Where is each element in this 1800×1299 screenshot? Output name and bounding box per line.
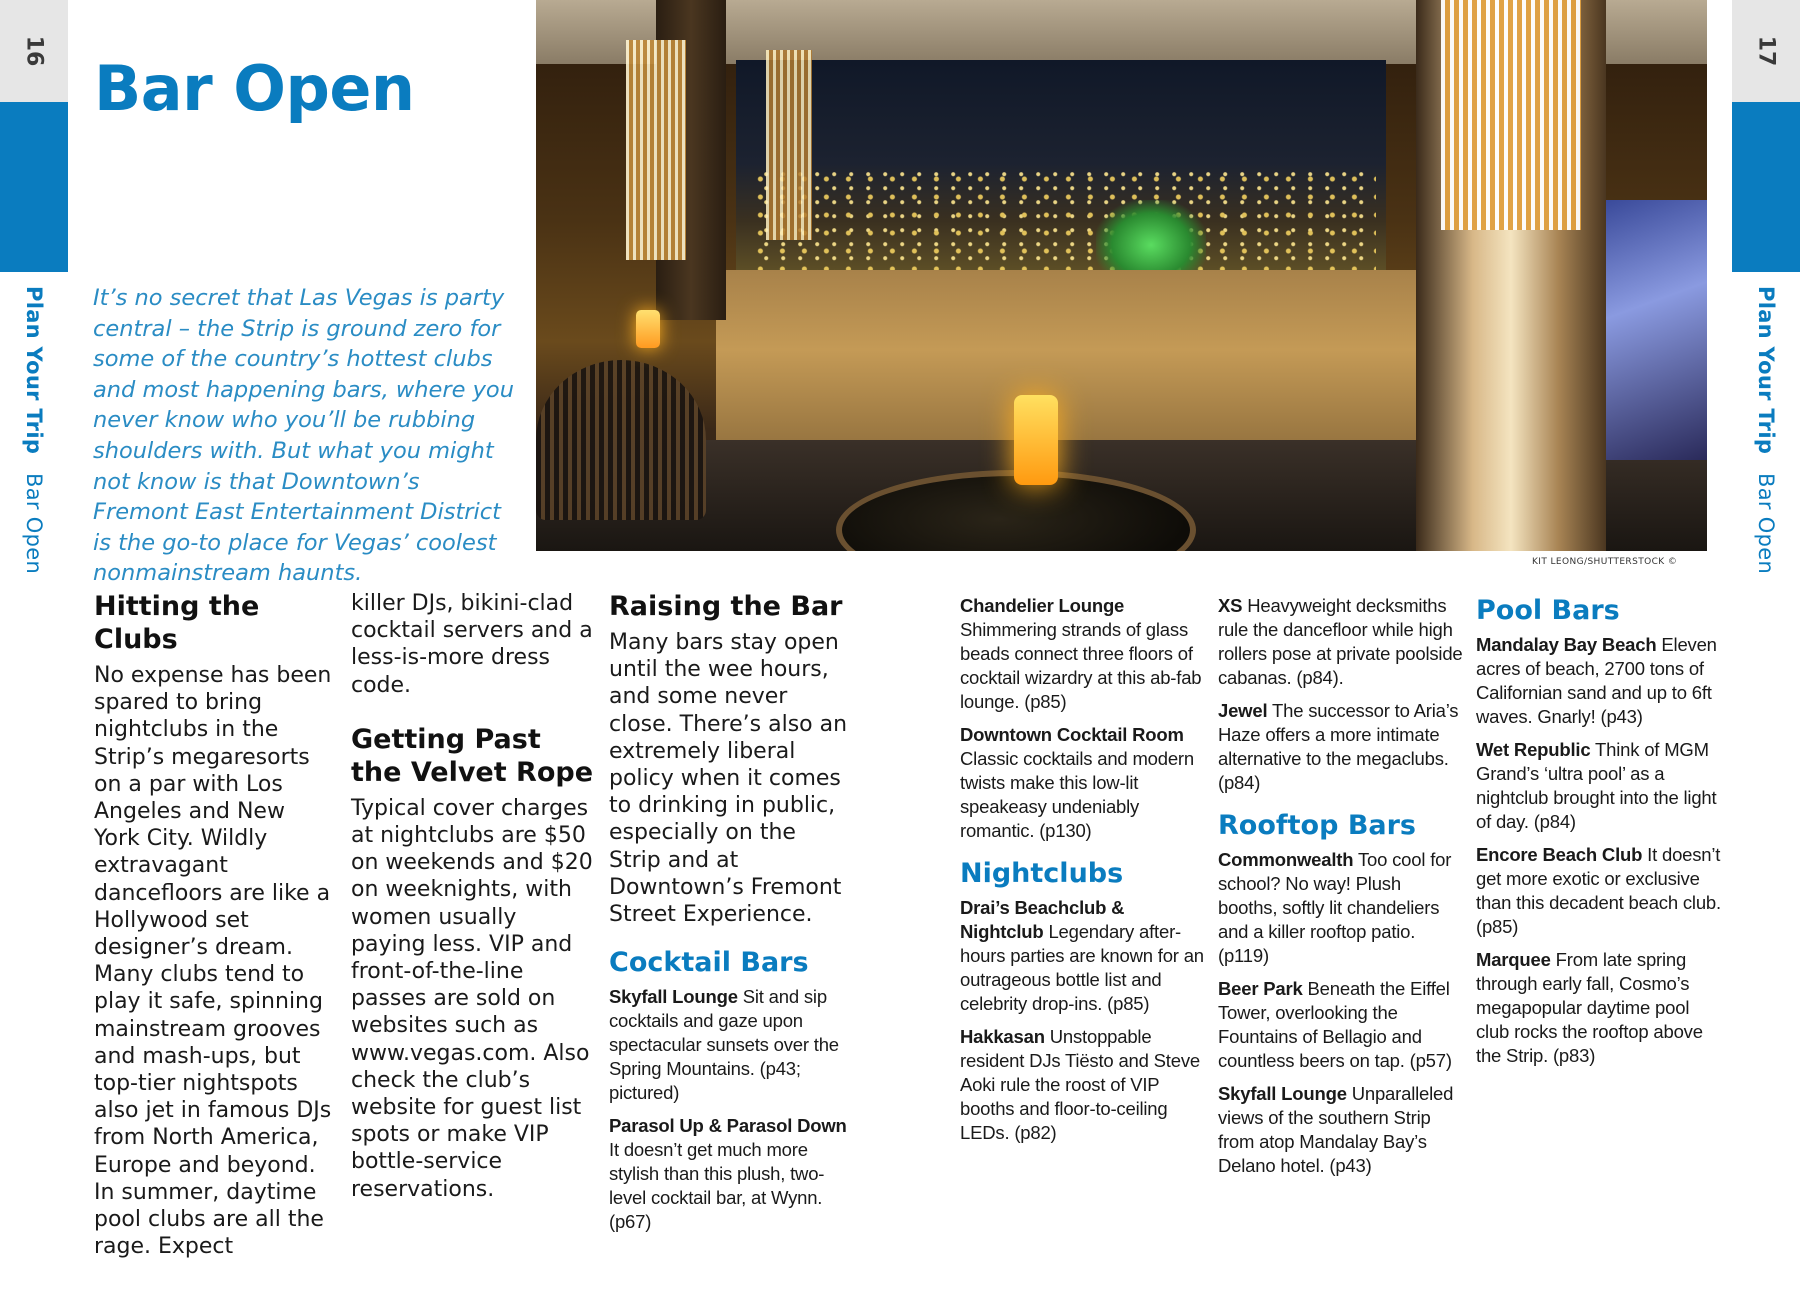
text-hitting-the-clubs-continued: killer DJs, bikini-clad cocktail servers and a less-is-more dress code.: [351, 591, 593, 698]
column-3: [609, 590, 854, 1243]
left-color-block: [0, 102, 68, 272]
entry-name: Skyfall Lounge: [1218, 1083, 1347, 1104]
photo-heater-flame: [1441, 0, 1581, 230]
entry-name: Encore Beach Club: [1476, 844, 1643, 865]
entry-text: From late spring through early fall, Cosmo’s megapopular daytime pool club rocks the rooftop above the Strip. (p83): [1476, 949, 1703, 1066]
text-raising-the-bar: Many bars stay open until the wee hours, and some never close. There’s also an extremely liberal policy when it comes to drinking in public, especially on the Strip and at Downtown’s Fremont Street Experience.: [609, 630, 848, 928]
list-item: [1218, 594, 1463, 690]
left-side-tab: [0, 0, 68, 575]
column-1: [94, 590, 336, 1260]
entry-name: Mandalay Bay Beach: [1476, 634, 1657, 655]
entry-name: Chandelier Lounge: [960, 595, 1125, 616]
list-item: [960, 723, 1205, 843]
page-title: Bar Open: [94, 52, 415, 125]
entry-name: Downtown Cocktail Room: [960, 724, 1184, 745]
entry-name: XS: [1218, 595, 1243, 616]
list-item: [1476, 633, 1721, 729]
entry-text: Unstoppable resident DJs Tiësto and Steve Aoki rule the roost of VIP booths and floor-to-ceiling LEDs. (p82): [960, 1026, 1200, 1143]
list-item: [609, 985, 854, 1105]
entry-text: Sit and sip cocktails and gaze upon spectacular sunsets over the Spring Mountains. (p43; pictured): [609, 986, 839, 1104]
entry-text: Legendary after-hours parties are known for an outrageous bottle list and celebrity drop-ins. (p85): [960, 921, 1204, 1014]
photo-stool: [536, 360, 706, 520]
column-6: [1476, 594, 1721, 1077]
list-item: [1476, 843, 1721, 939]
heading-pool-bars: Pool Bars: [1476, 595, 1620, 626]
entry-text: Shimmering strands of glass beads connect three floors of cocktail wizardry at this ab-fab lounge. (p85): [960, 619, 1202, 712]
entry-text: Heavyweight decksmiths rule the dancefloor while high rollers pose at private poolside cabanas. (p84).: [1218, 595, 1463, 688]
heading-cocktail-bars: Cocktail Bars: [609, 947, 809, 979]
left-page-number-box: [0, 0, 68, 102]
heading-hitting-the-clubs: Hitting the Clubs: [94, 591, 260, 655]
right-side-tab: [1732, 0, 1800, 575]
entry-text: Unparalleled views of the southern Strip from atop Mandalay Bay’s Delano hotel. (p43): [1218, 1083, 1454, 1176]
right-section-label: [1754, 286, 1778, 574]
list-item: [960, 1025, 1205, 1145]
photo-credit: KIT LEONG/SHUTTERSTOCK ©: [1532, 557, 1678, 567]
list-item: [960, 594, 1205, 714]
entry-name: Marquee: [1476, 949, 1551, 970]
photo-patio-heater-mid: [766, 50, 812, 240]
heading-nightclubs: Nightclubs: [960, 858, 1124, 889]
entry-text: Beneath the Eiffel Tower, overlooking the Fountains of Bellagio and countless beers on tap. (p57): [1218, 978, 1452, 1071]
photo-patio-heater-left: [626, 40, 686, 260]
right-section-label-strong: Plan Your Trip: [1754, 286, 1778, 455]
text-velvet-rope: Typical cover charges at nightclubs are $50 on weekends and $20 on weeknights, with women usually paying less. VIP and front-of-the-line passes are sold on websites such as www.vegas.com. Also check the club’s website for guest list spots or make VIP bottle-service reservations.: [351, 795, 593, 1202]
list-item: [1476, 948, 1721, 1068]
text-hitting-the-clubs: No expense has been spared to bring nightclubs in the Strip’s megaresorts on a par with Los Angeles and New York City. Wildly extravagant dancefloors are like a Hollywood set designer’s dream. Many clubs tend to play it safe, spinning mainstream grooves and mash-ups, but top-tier nightspots also jet in famous DJs from North America, Europe and beyond. In summer, daytime pool clubs are all the rage. Expect: [94, 663, 332, 1260]
entry-name: Skyfall Lounge: [609, 986, 738, 1008]
left-page-number: 16: [21, 35, 47, 67]
left-section-label: [22, 286, 46, 574]
entry-name: Commonwealth: [1218, 849, 1354, 870]
right-color-block: [1732, 102, 1800, 272]
right-section-label-light: Bar Open: [1754, 473, 1778, 575]
list-item: [1476, 738, 1721, 834]
entry-text: It doesn’t get more exotic or exclusive than this decadent beach club. (p85): [1476, 844, 1721, 937]
entry-name: Hakkasan: [960, 1026, 1045, 1047]
right-page-number-box: [1732, 0, 1800, 102]
left-section-label-light: Bar Open: [22, 473, 46, 575]
photo-candle-small: [636, 310, 660, 348]
entry-text: Classic cocktails and modern twists make this low-lit speakeasy undeniably romantic. (p130): [960, 748, 1194, 841]
list-item: [960, 896, 1205, 1016]
list-item: [1218, 699, 1463, 795]
column-5: [1218, 594, 1463, 1187]
entry-text: Too cool for school? No way! Plush booths, softly lit chandeliers and a killer rooftop patio. (p119): [1218, 849, 1452, 966]
entry-name: Parasol Up & Parasol Down: [609, 1115, 847, 1137]
heading-velvet-rope: Getting Past the Velvet Rope: [351, 723, 594, 788]
entry-text: The successor to Aria’s Haze offers a more intimate alternative to the megaclubs. (p84): [1218, 700, 1459, 793]
left-section-label-strong: Plan Your Trip: [22, 286, 46, 455]
list-item: [1218, 1082, 1463, 1178]
photo-candle: [1014, 395, 1058, 485]
rooftop-bar-photo: [536, 0, 1707, 551]
entry-text: It doesn’t get much more stylish than this plush, two-level cocktail bar, at Wynn. (p67): [609, 1139, 825, 1233]
column-2: [351, 590, 596, 1203]
list-item: [1218, 848, 1463, 968]
entry-text: Eleven acres of beach, 2700 tons of Californian sand and up to 6ft waves. Gnarly! (p43): [1476, 634, 1717, 727]
heading-raising-the-bar: Raising the Bar: [609, 591, 843, 622]
entry-name: Jewel: [1218, 700, 1268, 721]
entry-name: Beer Park: [1218, 978, 1303, 999]
photo-city-lights: [756, 170, 1376, 280]
list-item: [1218, 977, 1463, 1073]
photo-neon-sign: [1606, 200, 1707, 460]
entry-name: Drai’s Beachclub & Nightclub: [960, 897, 1125, 942]
list-item: [609, 1114, 854, 1234]
column-4: [960, 594, 1205, 1154]
entry-text: Think of MGM Grand’s ‘ultra pool’ as a nightclub brought into the light of day. (p84): [1476, 739, 1717, 832]
heading-rooftop-bars: Rooftop Bars: [1218, 810, 1417, 841]
right-page-number: 17: [1753, 35, 1779, 67]
entry-name: Wet Republic: [1476, 739, 1591, 760]
intro-paragraph: It’s no secret that Las Vegas is party central – the Strip is ground zero for some of the country’s hottest clubs and most happening bars, where you never know who you’ll be rubbing shoulders with. But what you might not know is that Downtown’s Fremont East Entertainment District is the go-to place for Vegas’ coolest nonmainstream haunts.: [93, 285, 514, 587]
